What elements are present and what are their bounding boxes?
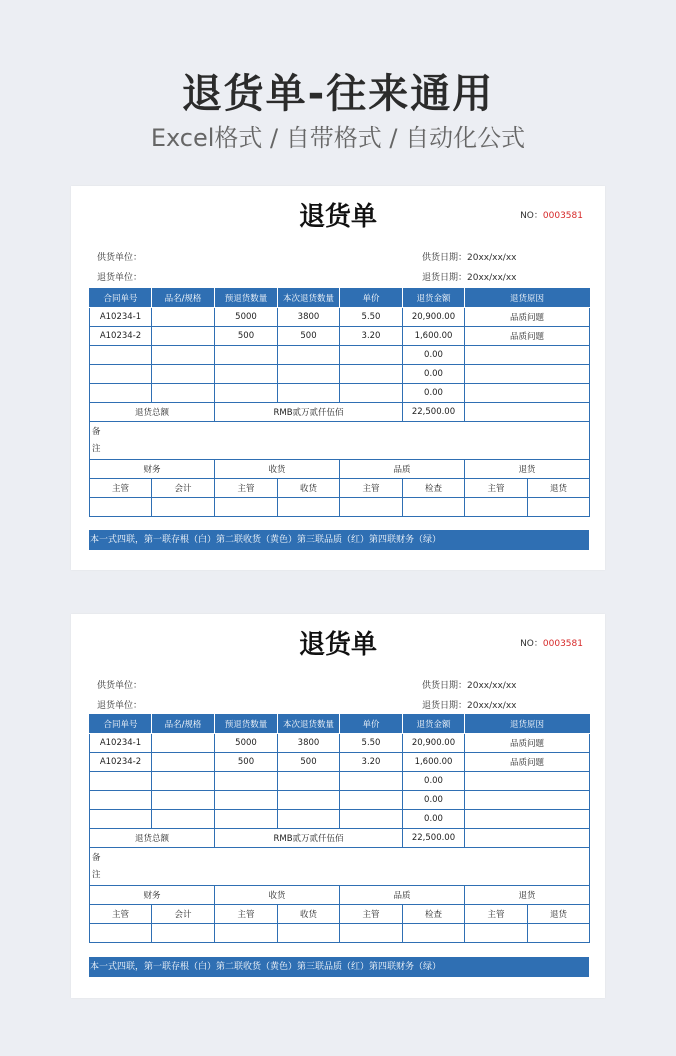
sign-role: 主管 xyxy=(340,479,403,498)
sign-role: 主管 xyxy=(90,479,152,498)
return-date: 退货日期：20xx/xx/xx xyxy=(422,273,517,283)
table-cell[interactable]: 0.00 xyxy=(403,346,465,365)
signature-cell[interactable] xyxy=(152,924,215,943)
remark-field[interactable] xyxy=(90,422,590,460)
table-cell[interactable] xyxy=(215,791,278,810)
table-cell[interactable] xyxy=(90,772,152,791)
signature-cell[interactable] xyxy=(340,924,403,943)
table-cell[interactable] xyxy=(465,829,590,848)
table-cell[interactable]: A10234-2 xyxy=(90,753,152,772)
sign-group: 退货 xyxy=(465,460,590,479)
supplier-label: 供货单位： xyxy=(97,681,143,691)
table-row xyxy=(90,365,590,384)
table-cell[interactable]: A10234-1 xyxy=(90,734,152,753)
signature-cell[interactable] xyxy=(278,924,340,943)
header-cell: 合同单号 xyxy=(90,715,152,734)
table-cell[interactable] xyxy=(465,346,590,365)
sign-role: 主管 xyxy=(465,905,528,924)
table-cell[interactable]: 3800 xyxy=(278,734,340,753)
header-cell: 退货原因 xyxy=(465,289,590,308)
sign-role: 收货 xyxy=(278,905,340,924)
sign-group: 财务 xyxy=(90,460,215,479)
hero-subtitle: Excel格式 / 自带格式 / 自动化公式 xyxy=(150,124,526,152)
table-cell[interactable]: A10234-1 xyxy=(90,308,152,327)
document-number-value: 0003581 xyxy=(542,211,583,221)
table-cell[interactable] xyxy=(465,403,590,422)
table-row xyxy=(90,772,590,791)
table-cell[interactable] xyxy=(152,772,215,791)
remark-row xyxy=(90,422,590,460)
table-cell[interactable] xyxy=(90,791,152,810)
table-cell[interactable]: 500 xyxy=(278,753,340,772)
total-amount[interactable]: 22,500.00 xyxy=(403,829,465,848)
table-cell[interactable]: 0.00 xyxy=(403,810,465,829)
header-cell: 合同单号 xyxy=(90,289,152,308)
signature-cell[interactable] xyxy=(403,924,465,943)
table-cell[interactable] xyxy=(465,772,590,791)
table-cell[interactable] xyxy=(152,384,215,403)
table-cell[interactable] xyxy=(215,346,278,365)
return-table xyxy=(89,288,590,517)
signature-cell[interactable] xyxy=(465,498,528,517)
table-cell[interactable] xyxy=(340,810,403,829)
table-row xyxy=(90,384,590,403)
table-cell[interactable] xyxy=(215,772,278,791)
table-cell[interactable] xyxy=(278,810,340,829)
table-cell[interactable] xyxy=(340,791,403,810)
header-cell: 退货金额 xyxy=(403,715,465,734)
remark-field[interactable] xyxy=(90,848,590,886)
table-cell[interactable]: 0.00 xyxy=(403,772,465,791)
table-cell[interactable]: 0.00 xyxy=(403,365,465,384)
footer-note: 本一式四联，第一联存根（白）第二联收货（黄色）第三联品质（红）第四联财务（绿） xyxy=(89,530,589,550)
table-cell[interactable]: 5000 xyxy=(215,734,278,753)
header-cell: 本次退货数量 xyxy=(278,289,340,308)
table-cell[interactable]: 500 xyxy=(215,327,278,346)
return-form-sheet-1 xyxy=(71,186,605,570)
supply-date: 供货日期：20xx/xx/xx xyxy=(422,253,517,263)
sign-group: 收货 xyxy=(215,886,340,905)
return-date: 退货日期：20xx/xx/xx xyxy=(422,701,517,711)
table-cell[interactable] xyxy=(465,365,590,384)
signature-cell[interactable] xyxy=(90,498,152,517)
table-cell[interactable] xyxy=(340,772,403,791)
table-row xyxy=(90,810,590,829)
signature-cell[interactable] xyxy=(528,498,590,517)
table-cell[interactable] xyxy=(465,791,590,810)
sign-role: 退货 xyxy=(528,479,590,498)
supplier-label: 供货单位： xyxy=(97,253,143,263)
sign-group: 品质 xyxy=(340,886,465,905)
total-amount[interactable]: 22,500.00 xyxy=(403,403,465,422)
signature-cell[interactable] xyxy=(465,924,528,943)
remark-row xyxy=(90,848,590,886)
signature-cell[interactable] xyxy=(215,498,278,517)
table-cell[interactable]: 5000 xyxy=(215,308,278,327)
document-number-label: NO： xyxy=(520,211,543,221)
table-row xyxy=(90,346,590,365)
signature-cell[interactable] xyxy=(403,498,465,517)
signature-row xyxy=(90,498,590,517)
table-cell[interactable]: 0.00 xyxy=(403,384,465,403)
table-cell[interactable] xyxy=(215,810,278,829)
table-header-row xyxy=(90,715,590,734)
sign-role: 主管 xyxy=(90,905,152,924)
table-cell[interactable] xyxy=(152,327,215,346)
sign-role: 会计 xyxy=(152,479,215,498)
table-cell[interactable]: A10234-2 xyxy=(90,327,152,346)
table-cell[interactable] xyxy=(465,384,590,403)
form-title: 退货单 xyxy=(298,630,377,660)
signature-cell[interactable] xyxy=(215,924,278,943)
signature-cell[interactable] xyxy=(152,498,215,517)
sign-role: 会计 xyxy=(152,905,215,924)
table-cell[interactable] xyxy=(152,734,215,753)
header-cell: 预退货数量 xyxy=(215,289,278,308)
sign-group-row xyxy=(90,460,590,479)
sign-group: 品质 xyxy=(340,460,465,479)
table-cell[interactable] xyxy=(152,810,215,829)
table-cell[interactable] xyxy=(340,384,403,403)
total-label: 退货总额 xyxy=(90,829,215,848)
signature-cell[interactable] xyxy=(90,924,152,943)
table-cell[interactable]: 0.00 xyxy=(403,791,465,810)
sign-group-row xyxy=(90,886,590,905)
table-cell[interactable] xyxy=(278,384,340,403)
remark-label: 备注 xyxy=(92,852,101,880)
table-cell[interactable] xyxy=(340,365,403,384)
sign-role: 退货 xyxy=(528,905,590,924)
footer-note: 本一式四联，第一联存根（白）第二联收货（黄色）第三联品质（红）第四联财务（绿） xyxy=(89,957,589,977)
header-cell: 单价 xyxy=(340,289,403,308)
table-cell[interactable]: 500 xyxy=(278,327,340,346)
table-cell[interactable] xyxy=(90,346,152,365)
table-cell[interactable]: 品质问题 xyxy=(465,308,590,327)
document-number-label: NO： xyxy=(520,639,543,649)
table-cell[interactable] xyxy=(340,346,403,365)
signature-row xyxy=(90,924,590,943)
table-cell[interactable]: 3.20 xyxy=(340,753,403,772)
table-cell[interactable] xyxy=(152,365,215,384)
total-amount-words[interactable]: RMB贰万贰仟伍佰 xyxy=(215,403,403,422)
table-row xyxy=(90,734,590,753)
table-cell[interactable]: 1,600.00 xyxy=(403,327,465,346)
header-cell: 本次退货数量 xyxy=(278,715,340,734)
document-number xyxy=(520,208,583,221)
total-amount-words[interactable]: RMB贰万贰仟伍佰 xyxy=(215,829,403,848)
table-cell[interactable] xyxy=(465,810,590,829)
table-cell[interactable]: 品质问题 xyxy=(465,753,590,772)
form-title: 退货单 xyxy=(298,202,377,232)
returner-label: 退货单位： xyxy=(97,273,143,283)
table-cell[interactable] xyxy=(278,791,340,810)
table-cell[interactable]: 3.20 xyxy=(340,327,403,346)
sign-role: 主管 xyxy=(465,479,528,498)
table-cell[interactable] xyxy=(152,791,215,810)
table-cell[interactable] xyxy=(90,810,152,829)
sign-role: 主管 xyxy=(215,479,278,498)
sign-role: 收货 xyxy=(278,479,340,498)
header-cell: 品名/规格 xyxy=(152,715,215,734)
signature-cell[interactable] xyxy=(528,924,590,943)
sign-role: 检查 xyxy=(403,905,465,924)
sign-group: 财务 xyxy=(90,886,215,905)
sign-group: 退货 xyxy=(465,886,590,905)
table-row xyxy=(90,327,590,346)
table-cell[interactable]: 1,600.00 xyxy=(403,753,465,772)
table-cell[interactable] xyxy=(90,384,152,403)
table-cell[interactable] xyxy=(278,365,340,384)
header-cell: 退货金额 xyxy=(403,289,465,308)
signature-cell[interactable] xyxy=(340,498,403,517)
table-row xyxy=(90,753,590,772)
table-cell[interactable] xyxy=(215,384,278,403)
table-cell[interactable]: 5.50 xyxy=(340,734,403,753)
supply-date: 供货日期：20xx/xx/xx xyxy=(422,681,517,691)
sign-role-row xyxy=(90,479,590,498)
table-cell[interactable]: 品质问题 xyxy=(465,734,590,753)
return-table xyxy=(89,714,590,943)
table-cell[interactable]: 20,900.00 xyxy=(403,308,465,327)
header-cell: 单价 xyxy=(340,715,403,734)
return-form-sheet-2 xyxy=(71,614,605,998)
total-label: 退货总额 xyxy=(90,403,215,422)
table-row xyxy=(90,308,590,327)
header-cell: 品名/规格 xyxy=(152,289,215,308)
table-cell[interactable] xyxy=(152,308,215,327)
header-cell: 退货原因 xyxy=(465,715,590,734)
hero-title: 退货单-往来通用 xyxy=(181,71,495,117)
remark-label: 备注 xyxy=(92,426,101,454)
table-cell[interactable] xyxy=(152,346,215,365)
table-header-row xyxy=(90,289,590,308)
table-cell[interactable]: 20,900.00 xyxy=(403,734,465,753)
returner-label: 退货单位： xyxy=(97,701,143,711)
table-cell[interactable]: 3800 xyxy=(278,308,340,327)
table-cell[interactable]: 品质问题 xyxy=(465,327,590,346)
total-row xyxy=(90,829,590,848)
sign-role: 检查 xyxy=(403,479,465,498)
table-cell[interactable]: 5.50 xyxy=(340,308,403,327)
sign-group: 收货 xyxy=(215,460,340,479)
document-number-value: 0003581 xyxy=(542,639,583,649)
sign-role: 主管 xyxy=(215,905,278,924)
table-cell[interactable]: 500 xyxy=(215,753,278,772)
table-cell[interactable] xyxy=(278,346,340,365)
sign-role: 主管 xyxy=(340,905,403,924)
signature-cell[interactable] xyxy=(278,498,340,517)
table-cell[interactable] xyxy=(278,772,340,791)
document-number xyxy=(520,636,583,649)
total-row xyxy=(90,403,590,422)
table-cell[interactable] xyxy=(90,365,152,384)
table-row xyxy=(90,791,590,810)
sign-role-row xyxy=(90,905,590,924)
table-cell[interactable] xyxy=(152,753,215,772)
table-cell[interactable] xyxy=(215,365,278,384)
header-cell: 预退货数量 xyxy=(215,715,278,734)
